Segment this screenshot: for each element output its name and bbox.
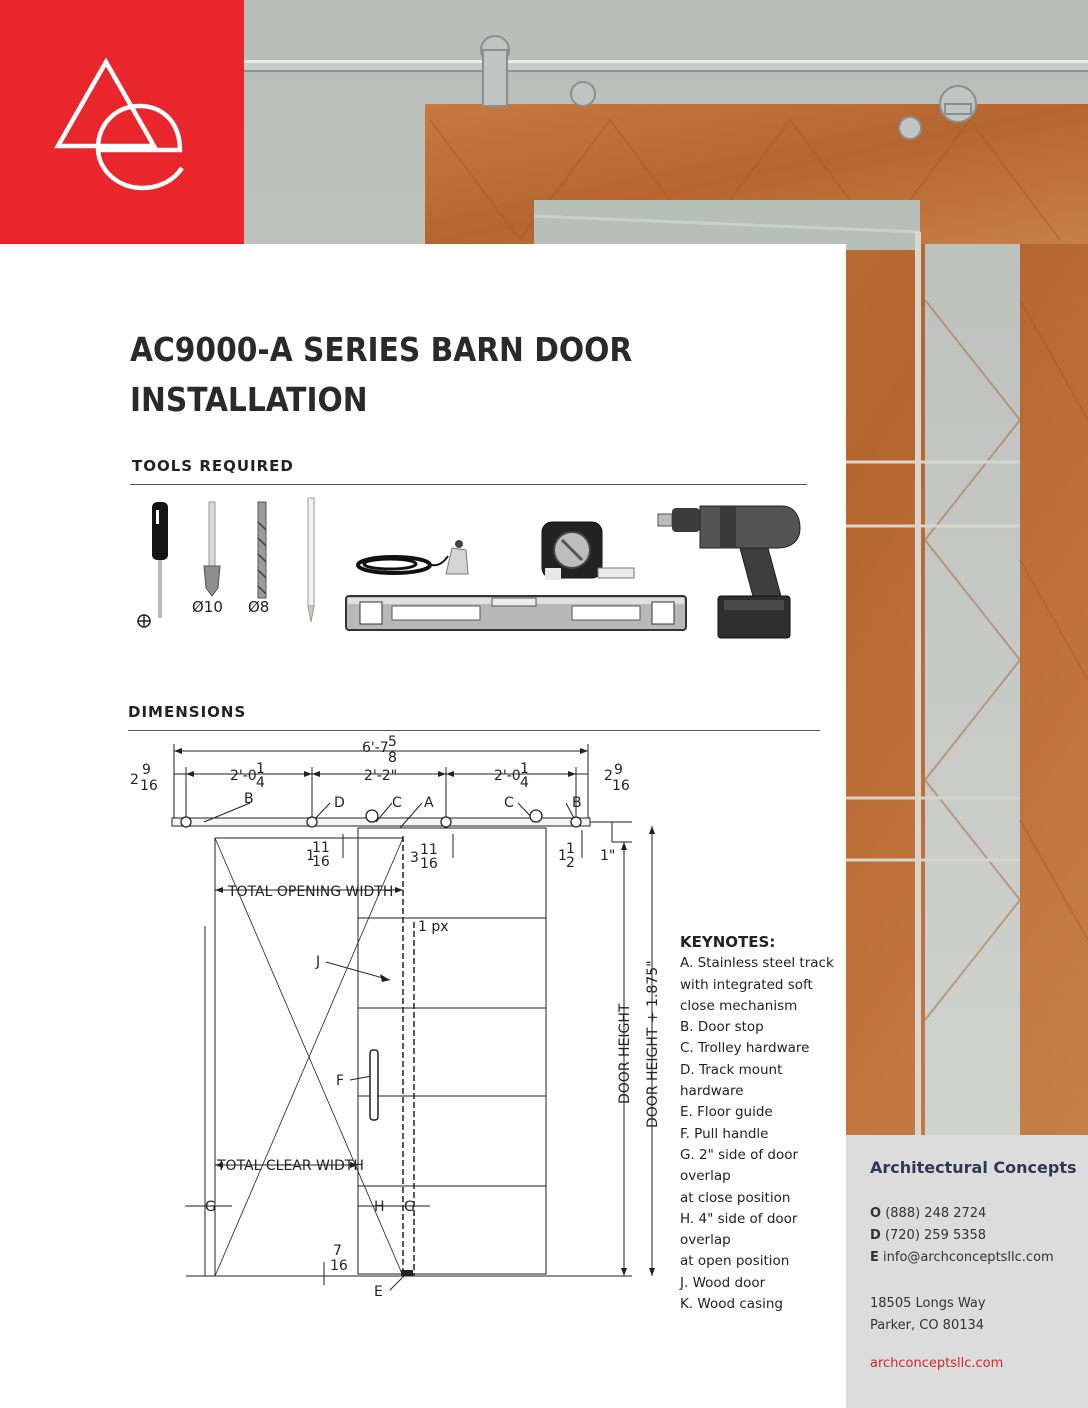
segment-2-label: 2'-2" <box>364 768 398 784</box>
svg-text:2: 2 <box>130 772 139 788</box>
keynote-line: A. Stainless steel track <box>680 955 834 972</box>
svg-text:5: 5 <box>388 735 397 750</box>
label-g-right: G <box>404 1199 415 1215</box>
dimensions-divider <box>128 730 820 731</box>
door-height-label: DOOR HEIGHT <box>617 1003 633 1104</box>
total-opening-width-label: TOTAL OPENING WIDTH <box>228 884 394 900</box>
svg-text:4: 4 <box>520 775 529 791</box>
label-b-right: B <box>572 795 582 811</box>
keynote-line: E. Floor guide <box>680 1104 773 1121</box>
tools-divider <box>130 484 807 485</box>
label-a: A <box>424 795 434 811</box>
keynotes-title: KEYNOTES: <box>680 933 776 951</box>
brand-logo-block <box>0 0 244 244</box>
chalk-line-icon <box>358 540 468 574</box>
dimensions-section-title: DIMENSIONS <box>128 703 247 721</box>
svg-text:11: 11 <box>420 842 438 858</box>
screwdriver-icon <box>138 502 168 627</box>
label-f: F <box>336 1073 345 1089</box>
svg-text:8: 8 <box>388 750 397 766</box>
svg-text:1: 1 <box>520 761 529 777</box>
keynote-line: B. Door stop <box>680 1019 764 1036</box>
masonry-drill-bit-icon <box>258 502 266 598</box>
label-g-left: G <box>205 1199 216 1215</box>
svg-text:16: 16 <box>420 856 438 872</box>
drill-bit-8-label: Ø8 <box>248 598 270 616</box>
spirit-level-icon <box>346 596 686 630</box>
svg-text:1: 1 <box>256 761 265 777</box>
keynote-line: H. 4" side of door overlap <box>680 1210 798 1249</box>
keynote-line: at open position <box>680 1253 790 1270</box>
drill-bit-10-label: Ø10 <box>192 598 223 616</box>
keynote-line: J. Wood door <box>680 1274 766 1291</box>
svg-text:2: 2 <box>604 768 613 784</box>
tools-illustration <box>128 492 810 642</box>
svg-text:1: 1 <box>306 848 315 864</box>
spade-drill-bit-icon <box>204 502 220 596</box>
segment-1-label: 2'-0 <box>230 768 257 784</box>
pull-handle <box>370 1050 378 1120</box>
direct-phone: D (720) 259 5358 <box>870 1228 987 1243</box>
svg-text:16: 16 <box>312 854 330 870</box>
svg-text:16: 16 <box>330 1258 348 1274</box>
keynote-line: K. Wood casing <box>680 1296 783 1313</box>
keynote-line: close mechanism <box>680 997 798 1014</box>
email[interactable]: E info@archconceptsllc.com <box>870 1250 1054 1265</box>
svg-text:16: 16 <box>612 778 630 794</box>
svg-text:16: 16 <box>140 778 158 794</box>
svg-text:2: 2 <box>566 855 575 871</box>
svg-text:1: 1 <box>558 848 567 864</box>
svg-text:4: 4 <box>256 775 265 791</box>
label-c-left: C <box>392 795 402 811</box>
keynote-line: hardware <box>680 1083 744 1100</box>
tools-section-title: TOOLS REQUIRED <box>132 457 294 475</box>
office-phone: O (888) 248 2724 <box>870 1206 987 1221</box>
address-line-1: 18505 Longs Way <box>870 1296 986 1311</box>
svg-text:9: 9 <box>142 762 151 778</box>
page-title-line-2: INSTALLATION <box>130 380 368 419</box>
pencil-icon <box>308 498 314 622</box>
label-h: H <box>374 1199 385 1215</box>
overall-width-label: 6'-7 <box>362 740 389 756</box>
company-name: Architectural Concepts <box>870 1158 1077 1177</box>
door-dimension-drawing <box>120 735 680 1300</box>
svg-text:1: 1 <box>566 841 575 857</box>
keynotes <box>680 932 840 1315</box>
svg-text:7: 7 <box>333 1243 342 1259</box>
page-title-line-1: AC9000-A SERIES BARN DOOR <box>130 330 633 369</box>
keynote-line: G. 2" side of door overlap <box>680 1146 799 1185</box>
tape-measure-icon <box>542 522 634 580</box>
svg-text:11: 11 <box>312 840 330 856</box>
address-line-2: Parker, CO 80134 <box>870 1318 985 1333</box>
label-j: J <box>316 954 321 970</box>
keynote-line: D. Track mount <box>680 1061 783 1078</box>
website-link[interactable]: archconceptsllc.com <box>870 1356 1004 1371</box>
label-b-left: B <box>244 791 254 807</box>
keynote-line: F. Pull handle <box>680 1125 769 1142</box>
svg-text:3: 3 <box>410 850 419 866</box>
keynote-line: with integrated soft <box>680 976 813 993</box>
keynote-line: at close position <box>680 1189 791 1206</box>
svg-text:9: 9 <box>614 762 623 778</box>
label-d: D <box>334 795 345 811</box>
door-height-plus-label: DOOR HEIGHT + 1.875" <box>645 960 661 1128</box>
svg-text:1": 1" <box>600 848 616 864</box>
keynote-line: C. Trolley hardware <box>680 1040 810 1057</box>
label-e: E <box>374 1284 383 1300</box>
label-c-right: C <box>504 795 514 811</box>
ac-logo-icon <box>0 0 244 244</box>
total-clear-width-label: TOTAL CLEAR WIDTH <box>217 1158 364 1174</box>
segment-3-label: 2'-0 <box>494 768 521 784</box>
px-label: 1 px <box>418 919 449 935</box>
